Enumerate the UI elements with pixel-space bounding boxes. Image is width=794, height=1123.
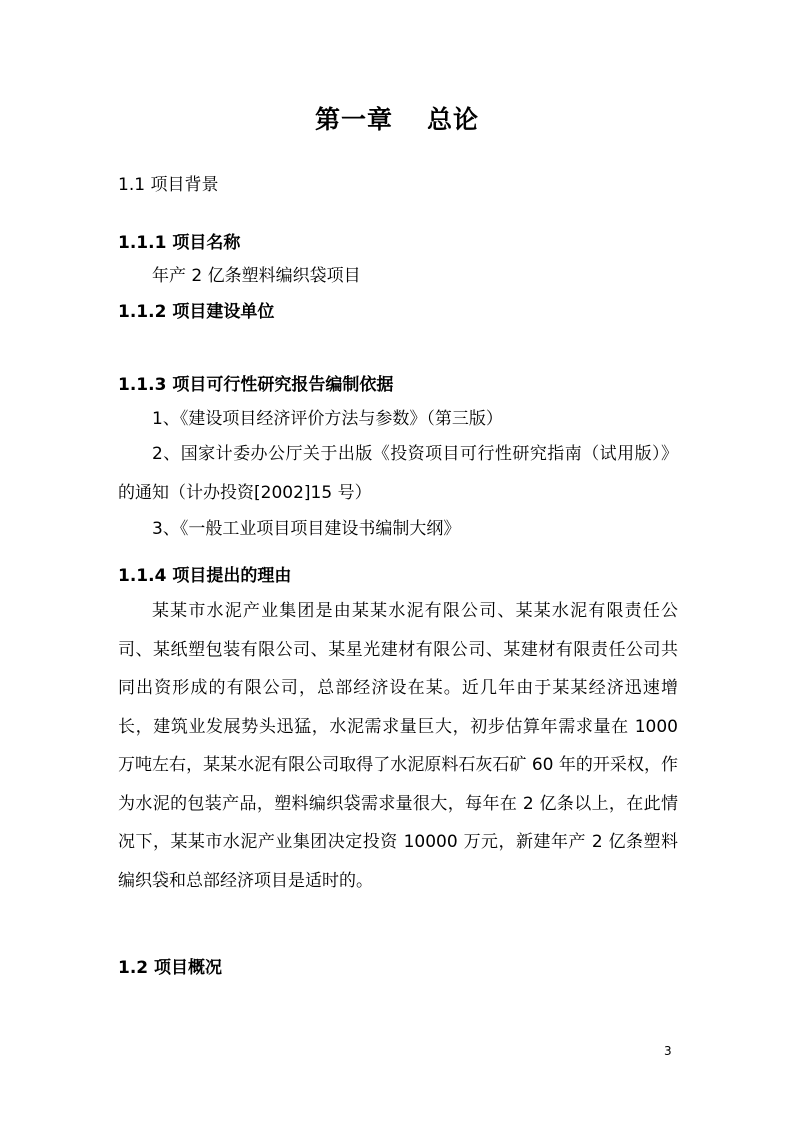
heading-1-1-4: 1.1.4 项目提出的理由 [118, 566, 292, 586]
heading-1-1-1: 1.1.1 项目名称 [118, 233, 241, 253]
chapter-name: 总论 [427, 105, 480, 134]
chapter-title [0, 100, 794, 136]
heading-1-1-2: 1.1.2 项目建设单位 [118, 302, 275, 322]
reason-paragraph: 某某市水泥产业集团是由某某水泥有限公司、某某水泥有限责任公司、某纸塑包装有限公司、某星光建材有限公司、某建材有限责任公司共同出资形成的有限公司，总部经济设在某。近几年由于某某经济迅速增长，建筑业发展势头迅猛，水泥需求量巨大，初步估算年需求量在 1000 万吨左右，某某水泥有限公司取得了水泥原料石灰石矿 60 年的开采权，作为水泥的包装产品，塑料编织袋需求量很大，每年在 2 亿条以上，在此情况下，某某市水泥产业集团决定投资 10000 万元，新建年产 2 亿条塑料编织袋和总部经济项目是适时的。 [118, 601, 678, 891]
basis-item-1: 1、《建设项目经济评价方法与参数》（第三版） [152, 409, 503, 429]
basis-item-2: 2、国家计委办公厅关于出版《投资项目可行性研究指南（试用版）》的通知（计办投资[2002]15 号） [118, 444, 678, 503]
chapter-number: 第一章 [314, 105, 393, 134]
heading-1-2: 1.2 项目概况 [118, 958, 223, 978]
heading-1-1-3: 1.1.3 项目可行性研究报告编制依据 [118, 375, 394, 395]
page-number: 3 [664, 1044, 672, 1058]
project-name-text: 年产 2 亿条塑料编织袋项目 [152, 266, 361, 286]
heading-1-1: 1.1 项目背景 [118, 175, 219, 195]
basis-item-3: 3、《一般工业项目项目建设书编制大纲》 [152, 519, 461, 539]
